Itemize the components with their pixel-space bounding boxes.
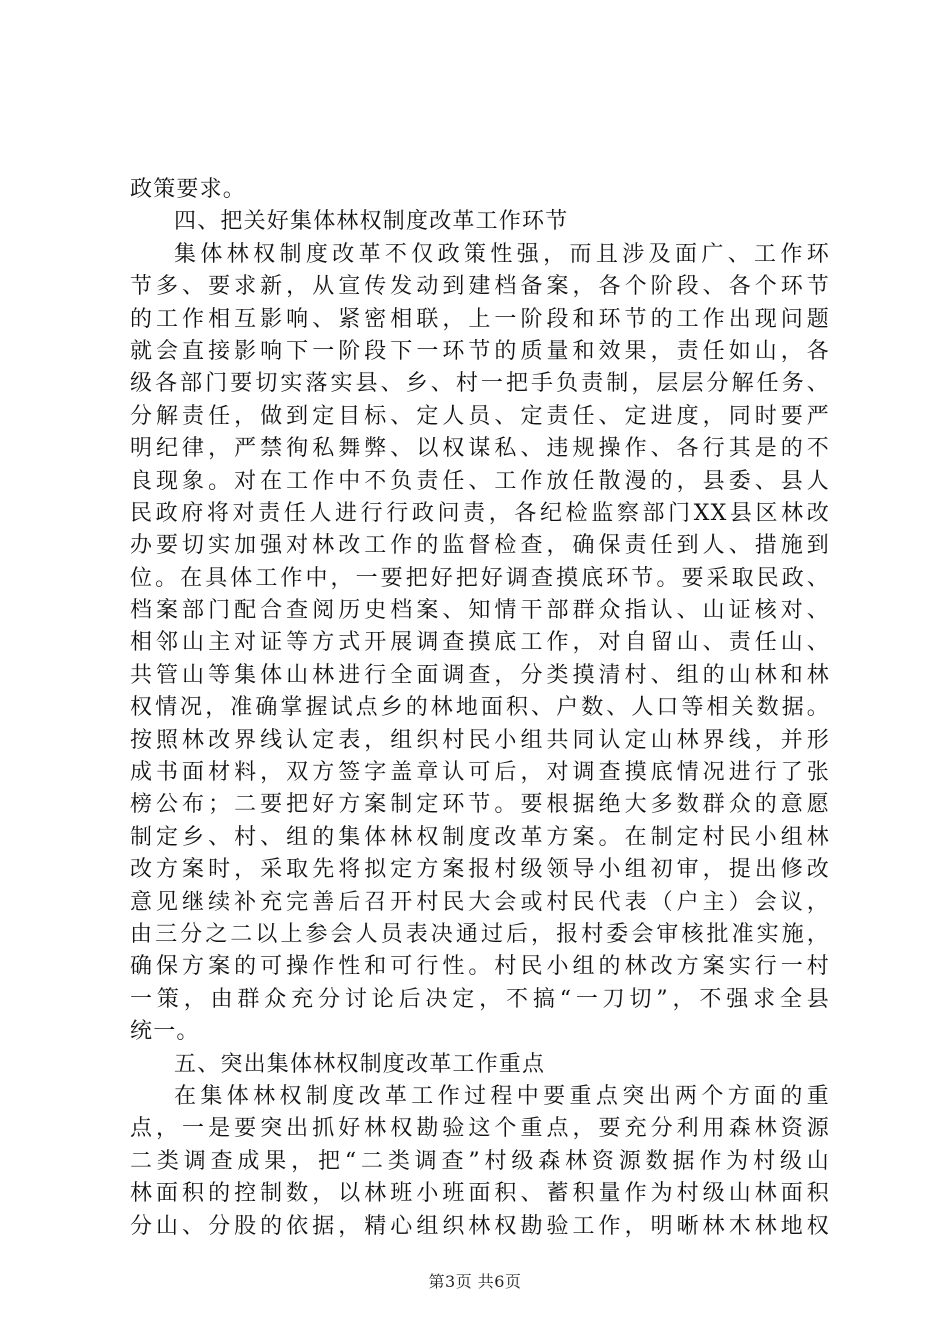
text-line: 档案部门配合查阅历史档案、知情干部群众指认、山证核对、	[130, 598, 830, 624]
text-line: 一策，由群众充分讨论后决定，不搞“一刀切”，不强求全县	[130, 986, 830, 1012]
text-line: 相邻山主对证等方式开展调查摸底工作，对自留山、责任山、	[130, 630, 830, 656]
text-line: 分解责任，做到定目标、定人员、定责任、定进度，同时要严	[130, 403, 830, 429]
text-line: 级各部门要切实落实县、乡、村一把手负责制，层层分解任务、	[130, 371, 830, 397]
text-line: 成书面材料，双方签字盖章认可后，对调查摸底情况进行了张	[130, 760, 830, 786]
text-line: 良现象。对在工作中不负责任、工作放任散漫的，县委、县人	[130, 468, 830, 494]
text-line: 办要切实加强对林改工作的监督检查，确保责任到人、措施到	[130, 533, 830, 559]
text-line: 统一。	[130, 1019, 200, 1045]
text-line: 位。在具体工作中，一要把好把好调查摸底环节。要采取民政、	[130, 565, 830, 591]
text-line: 按照林改界线认定表，组织村民小组共同认定山林界线，并形	[130, 727, 830, 753]
text-line: 的工作相互影响、紧密相联，上一阶段和环节的工作出现问题	[130, 306, 830, 332]
text-line: 由三分之二以上参会人员表决通过后，报村委会审核批准实施，	[130, 921, 830, 947]
page-number-footer: 第3页 共6页	[428, 1272, 522, 1291]
text-line: 五、突出集体林权制度改革工作重点	[174, 1051, 546, 1077]
text-line: 在集体林权制度改革工作过程中要重点突出两个方面的重	[174, 1083, 830, 1109]
text-line: 确保方案的可操作性和可行性。村民小组的林改方案实行一村	[130, 954, 830, 980]
text-line: 四、把关好集体林权制度改革工作环节	[174, 209, 569, 235]
text-line: 民政府将对责任人进行行政问责，各纪检监察部门XX县区林改	[130, 500, 830, 526]
text-line: 就会直接影响下一阶段下一环节的质量和效果，责任如山，各	[130, 338, 830, 364]
text-line: 意见继续补充完善后召开村民大会或村民代表（户主）会议，	[130, 889, 830, 915]
text-line: 政策要求。	[130, 177, 247, 202]
text-line: 共管山等集体山林进行全面调查，分类摸清村、组的山林和林	[130, 662, 830, 688]
text-line: 集体林权制度改革不仅政策性强，而且涉及面广、工作环	[174, 241, 830, 267]
text-line: 节多、要求新，从宣传发动到建档备案，各个阶段、各个环节	[130, 274, 830, 300]
text-line: 制定乡、村、组的集体林权制度改革方案。在制定村民小组林	[130, 824, 830, 850]
text-line: 点，一是要突出抓好林权勘验这个重点，要充分利用森林资源	[130, 1116, 830, 1142]
body-text	[130, 174, 830, 1243]
text-line: 林面积的控制数，以林班小班面积、蓄积量作为村级山林面积	[130, 1181, 830, 1207]
text-line: 改方案时，采取先将拟定方案报村级领导小组初审，提出修改	[130, 857, 830, 883]
text-line: 权情况，准确掌握试点乡的林地面积、户数、人口等相关数据。	[130, 695, 830, 721]
text-line: 分山、分股的依据，精心组织林权勘验工作，明晰林木林地权	[130, 1213, 830, 1239]
text-line: 明纪律，严禁徇私舞弊、以权谋私、违规操作、各行其是的不	[130, 436, 830, 462]
text-line: 榜公布；二要把好方案制定环节。要根据绝大多数群众的意愿	[130, 792, 830, 818]
text-line: 二类调查成果，把“二类调查”村级森林资源数据作为村级山	[130, 1148, 830, 1174]
